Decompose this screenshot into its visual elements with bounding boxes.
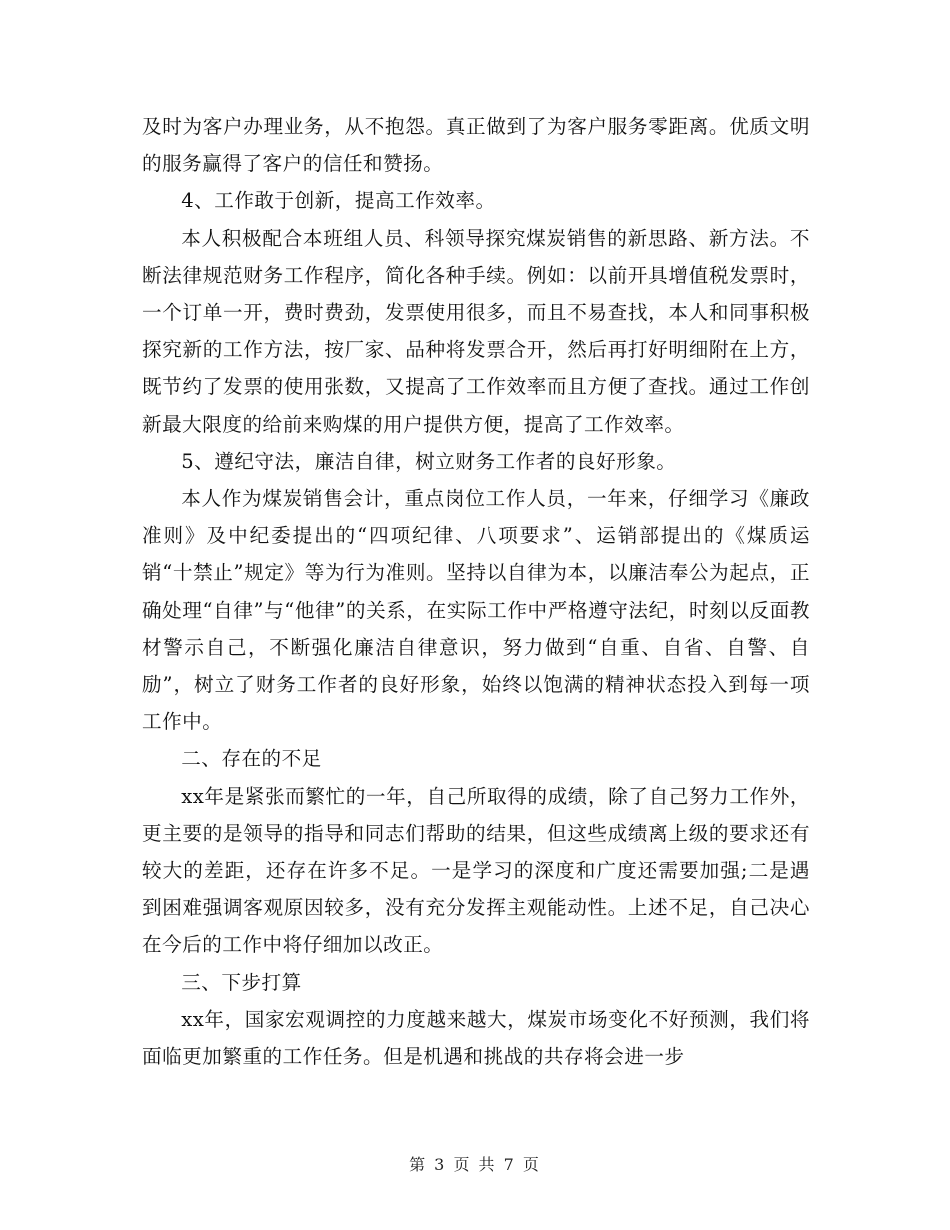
- heading-next-plan: 三、下步打算: [181, 970, 302, 994]
- heading-shortcomings: 二、存在的不足: [181, 747, 322, 771]
- document-body: [142, 108, 810, 1075]
- heading-discipline: 5、遵纪守法，廉洁自律，树立财务工作者的良好形象。: [181, 449, 677, 473]
- paragraph-shortcomings: xx年是紧张而繁忙的一年，自己所取得的成绩，除了自己努力工作外，更主要的是领导的指导和同志们帮助的结果，但这些成绩离上级的要求还有较大的差距，还存在许多不足。一是学习的深度和广度还需要加强;二是遇到困难强调客观原因较多，没有充分发挥主观能动性。上述不足，自己决心在今后的工作中将仔细加以改正。: [142, 784, 810, 957]
- paragraph-continuation: 及时为客户办理业务，从不抱怨。真正做到了为客户服务零距离。优质文明的服务赢得了客户的信任和赞扬。: [142, 115, 810, 176]
- paragraph-discipline: 本人作为煤炭销售会计，重点岗位工作人员，一年来，仔细学习《廉政准则》及中纪委提出的“四项纪律、八项要求”、运销部提出的《煤质运销“十禁止”规定》等为行为准则。坚持以自律为本，以廉洁奉公为起点，正确处理“自律”与“他律”的关系，在实际工作中严格遵守法纪，时刻以反面教材警示自己，不断强化廉洁自律意识，努力做到“自重、自省、自警、自励”，树立了财务工作者的良好形象，始终以饱满的精神状态投入到每一项工作中。: [142, 487, 810, 734]
- paragraph-innovation: 本人积极配合本班组人员、科领导探究煤炭销售的新思路、新方法。不断法律规范财务工作程序，简化各种手续。例如：以前开具增值税发票时，一个订单一开，费时费劲，发票使用很多，而且不易查找，本人和同事积极探究新的工作方法，按厂家、品种将发票合开，然后再打好明细附在上方，既节约了发票的使用张数，又提高了工作效率而且方便了查找。通过工作创新最大限度的给前来购煤的用户提供方便，提高了工作效率。: [142, 226, 810, 436]
- heading-innovation: 4、工作敢于创新，提高工作效率。: [181, 189, 496, 213]
- paragraph-next-plan: xx年，国家宏观调控的力度越来越大，煤炭市场变化不好预测，我们将面临更加繁重的工作任务。但是机遇和挑战的共存将会进一步: [142, 1007, 810, 1069]
- page-number-footer: 第 3 页 共 7 页: [409, 1155, 541, 1174]
